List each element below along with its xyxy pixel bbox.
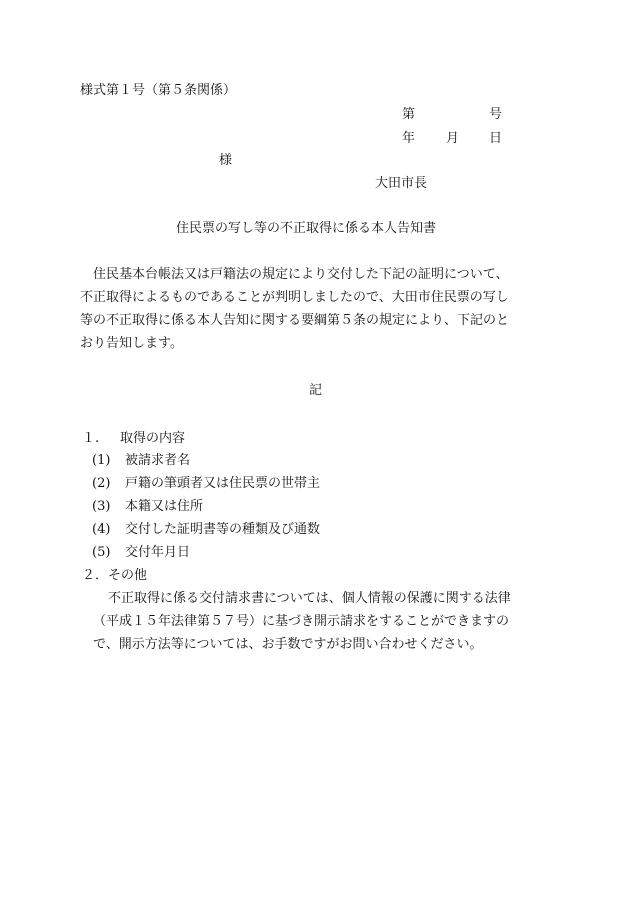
document-title: 住民票の写し等の不正取得に係る本人告知書 — [176, 221, 437, 236]
list-item-number: (5) — [92, 545, 111, 560]
list-item-text: 戸籍の筆頭者又は住民票の世帯主 — [125, 476, 321, 491]
list-item-number: (2) — [92, 476, 111, 491]
list-item-text: 被請求者名 — [125, 453, 191, 468]
issuer: 大田市長 — [375, 176, 428, 191]
date-day: 日 — [489, 131, 503, 146]
body-line: おり告知します。 — [80, 336, 183, 351]
number-prefix: 第 — [402, 107, 416, 122]
date-year: 年 — [402, 131, 416, 146]
section-2-line: で、開示方法等については、お手数ですがお問い合わせください。 — [93, 637, 483, 652]
body-line: 住民基本台帳法又は戸籍法の規定により交付した下記の証明について、 — [80, 267, 509, 282]
list-item-number: (3) — [92, 499, 111, 514]
ki-label: 記 — [309, 383, 323, 398]
addressee-suffix: 様 — [219, 153, 233, 168]
section-2-line: （平成１５年法律第５７号）に基づき開示請求をすることができますの — [93, 614, 510, 629]
list-item-text: 交付年月日 — [125, 545, 191, 560]
list-item-number: (4) — [92, 522, 111, 537]
form-label: 様式第１号（第５条関係） — [80, 83, 237, 98]
section-2-line: 不正取得に係る交付請求書については、個人情報の保護に関する法律 — [108, 591, 511, 606]
number-suffix: 号 — [489, 107, 503, 122]
body-paragraph — [80, 268, 550, 358]
section-1-number: １. — [82, 431, 100, 446]
date-month: 月 — [446, 131, 460, 146]
body-line: 不正取得によるものであることが判明しましたので、大田市住民票の写し — [80, 290, 509, 305]
section-1-label: 取得の内容 — [120, 431, 186, 446]
list-item-text: 本籍又は住所 — [125, 499, 204, 514]
list-item-number: (1) — [92, 453, 111, 468]
list-item-text: 交付した証明書等の種類及び通数 — [125, 522, 321, 537]
section-2-heading: ２．その他 — [82, 568, 148, 583]
body-line: 等の不正取得に係る本人告知に関する要綱第５条の規定により、下記のと — [80, 313, 510, 328]
